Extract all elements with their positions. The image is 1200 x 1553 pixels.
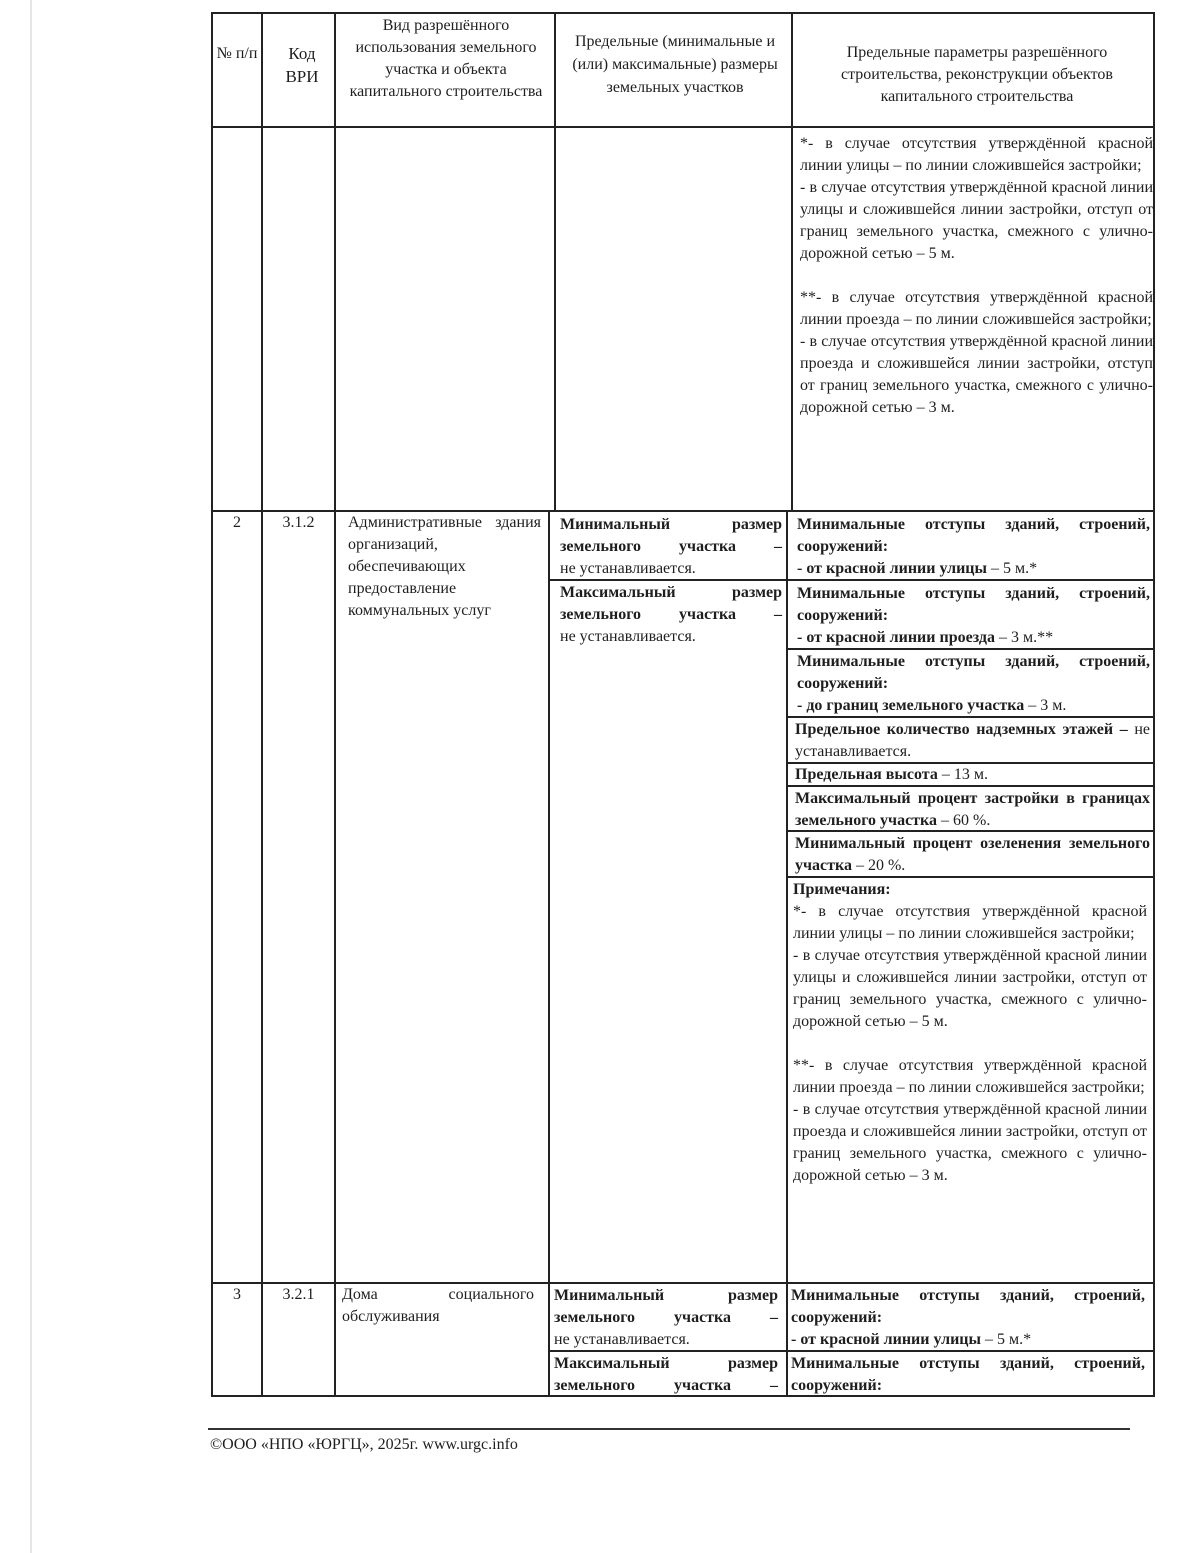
row2-param-height-label: Предельная высота [795, 766, 938, 783]
row2-min-size [560, 514, 782, 580]
row3-param-street [791, 1285, 1145, 1351]
row2-note-2: - в случае отсутствия утверждённой красной линии улицы и сложившейся линии застройки, отступ от границ земельного участка, смежного с улично-дорожной сетью – 5 м. [793, 947, 1147, 1030]
row2-param-coverage-label: Максимальный процент застройки в границах земельного участка [795, 790, 1150, 829]
cont-note-4: - в случае отсутствия утверждённой красной линии проезда и сложившейся линии застройки, отступ от границ земельного участка, смежного с улично-дорожной сетью – 3 м. [800, 333, 1153, 416]
row2-param-driveway [797, 583, 1150, 649]
row2-param-street [797, 514, 1150, 580]
row2-notes-title: Примечания: [793, 881, 891, 898]
row2-param-driveway-head: Минимальные отступы зданий, строений, сооружений: [797, 585, 1150, 624]
row2-param-street-value: – 5 м.* [987, 560, 1038, 577]
row2-param-height [795, 764, 1150, 786]
table-border-top [211, 12, 1155, 14]
header-kind: Вид разрешённого использования земельного участка и объекта капитального строительства [349, 17, 543, 100]
row3-param-street-head: Минимальные отступы зданий, строений, сооружений: [791, 1287, 1145, 1326]
footer-text: ©ООО «НПО «ЮРГЦ», 2025г. www.urgc.info [210, 1436, 518, 1453]
cont-note-1: *- в случае отсутствия утверждённой красной линии улицы – по линии сложившейся застройки; [800, 135, 1153, 174]
row2-param-boundary-value: – 3 м. [1024, 697, 1067, 714]
continuation-notes [800, 133, 1153, 419]
scan-edge [30, 0, 32, 1553]
row2-param-boundary-label: - до границ земельного участка [797, 697, 1025, 714]
row2-max-size-label: Максимальный размер земельного участка – [560, 584, 782, 623]
row3-param-street-label: - от красной линии улицы [791, 1331, 981, 1348]
row3-param-driveway-head: Минимальные отступы зданий, строений, сооружений: [791, 1355, 1145, 1394]
row2-param-greening-value: – 20 %. [851, 857, 906, 874]
row2-param-driveway-value: – 3 м.** [994, 629, 1054, 646]
row2-code: 3.1.2 [282, 514, 315, 531]
col-rule [548, 510, 550, 1397]
row2-min-size-value: не устанавливается. [560, 560, 696, 577]
row2-param-floors-label: Предельное количество надземных этажей – [795, 721, 1128, 738]
row3-min-size-label: Минимальный размер земельного участка – [554, 1287, 778, 1326]
row2-note-3: **- в случае отсутствия утверждённой красной линии проезда – по линии сложившейся застройки; [793, 1057, 1147, 1096]
row2-max-size-value: не устанавливается. [560, 628, 696, 645]
row2-param-floors-value: не устанавливается. [795, 721, 1150, 760]
col-rule [786, 510, 788, 1397]
header-params: Предельные параметры разрешённого строительства, реконструкции объектов капитального строительства [841, 44, 1113, 105]
row2-param-street-label: - от красной линии улицы [797, 560, 987, 577]
row2-param-greening-label: Минимальный процент озеленения земельного участка [795, 835, 1150, 874]
col-rule [334, 12, 336, 1397]
cont-note-3: **- в случае отсутствия утверждённой красной линии проезда – по линии сложившейся застройки; [800, 289, 1153, 328]
row2-num: 2 [233, 514, 241, 531]
row3-code: 3.2.1 [282, 1286, 315, 1303]
row2-note-4: - в случае отсутствия утверждённой красной линии проезда и сложившейся линии застройки, отступ от границ земельного участка, смежного с улично-дорожной сетью – 3 м. [793, 1101, 1147, 1184]
row3-param-street-value: – 5 м.* [981, 1331, 1032, 1348]
row3-min-size [554, 1285, 778, 1351]
row2-param-street-head: Минимальные отступы зданий, строений, сооружений: [797, 516, 1150, 555]
col-rule [211, 12, 213, 1397]
row2-note-1: *- в случае отсутствия утверждённой красной линии улицы – по линии сложившейся застройки; [793, 903, 1147, 942]
cont-note-2: - в случае отсутствия утверждённой красной линии улицы и сложившейся линии застройки, отступ от границ земельного участка, смежного с улично-дорожной сетью – 5 м. [800, 179, 1153, 262]
row2-param-driveway-label: - от красной линии проезда [797, 629, 995, 646]
row2-param-floors [795, 719, 1150, 763]
row2-param-greening [795, 833, 1150, 877]
row2-param-height-value: – 13 м. [937, 766, 988, 783]
row2-min-size-label: Минимальный размер земельного участка – [560, 516, 782, 555]
col-rule [1153, 12, 1155, 1397]
row2-notes [793, 879, 1147, 1187]
row3-min-size-value: не устанавливается. [554, 1331, 690, 1348]
col-rule [791, 12, 793, 510]
row2-max-size [560, 582, 782, 648]
header-bottom-rule [211, 126, 1155, 128]
col-rule [554, 12, 556, 510]
col-rule [261, 12, 263, 1397]
footer-rule [208, 1428, 1130, 1430]
header-code: Код ВРИ [285, 44, 319, 86]
row2-param-coverage [795, 788, 1150, 832]
row3-max-size-label: Максимальный размер земельного участка – [554, 1355, 778, 1394]
row2-param-coverage-value: – 60 %. [937, 812, 991, 829]
row3-num: 3 [233, 1286, 241, 1303]
row2-kind: Административные здания организаций, обеспечивающих предоставление коммунальных услуг [348, 514, 541, 619]
row3-max-size [554, 1353, 778, 1397]
header-num: № п/п [216, 45, 258, 62]
row2-param-boundary-head: Минимальные отступы зданий, строений, сооружений: [797, 653, 1150, 692]
row3-kind: Дома социального обслуживания [342, 1286, 534, 1325]
header-sizes: Предельные (минимальные и (или) максимальные) размеры земельных участков [572, 33, 778, 96]
row3-param-driveway [791, 1353, 1145, 1397]
row2-param-boundary [797, 651, 1150, 717]
